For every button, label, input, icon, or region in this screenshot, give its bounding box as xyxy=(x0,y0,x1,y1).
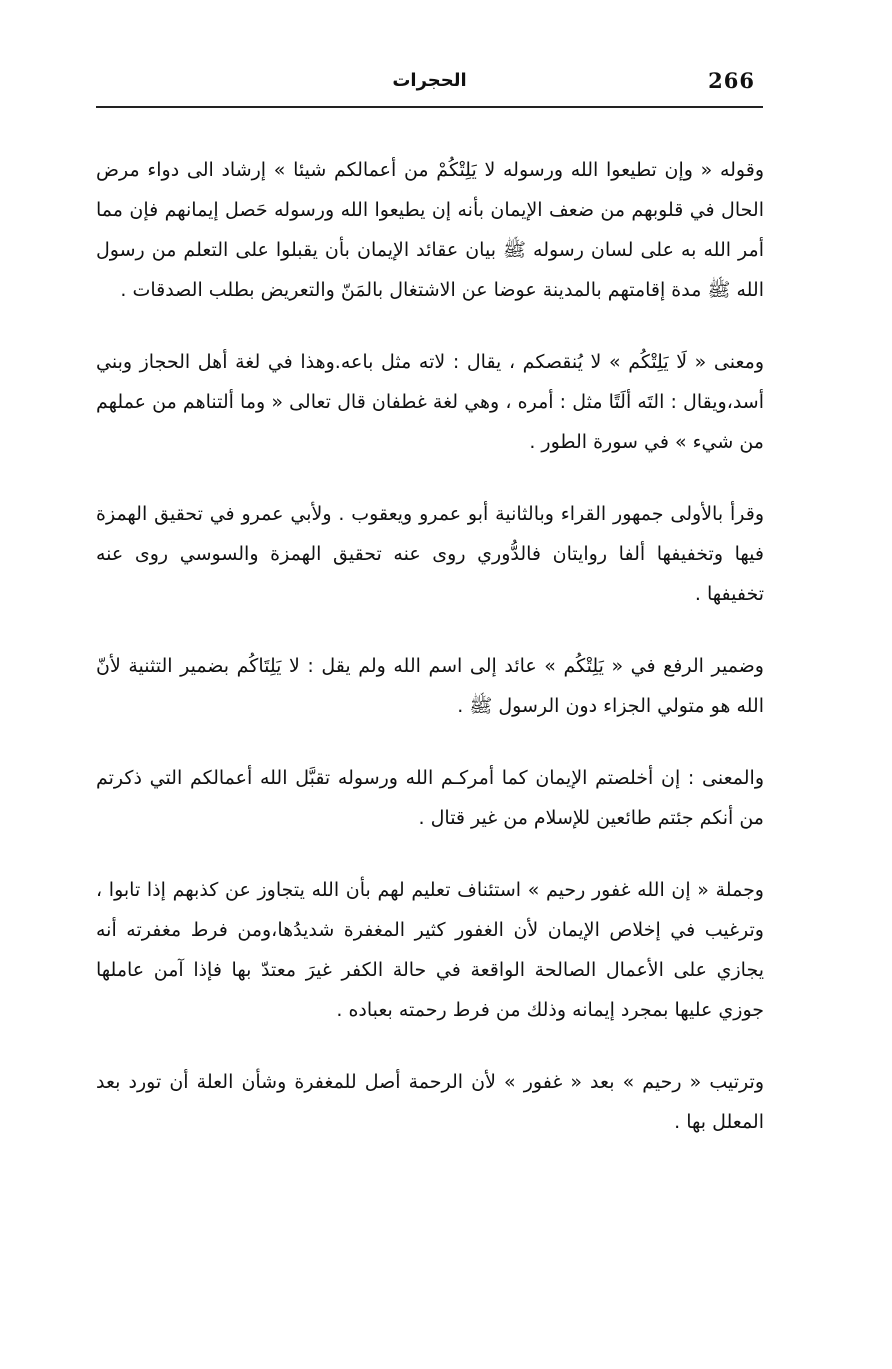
paragraph-1: وقوله « وإن تطيعوا الله ورسوله لا يَلِتْكُمْ من أعمالكم شيئا » إرشاد الى دواء مرض الحال في قلوبهم من ضعف الإيمان بأنه إن يطيعوا الله ورسوله حَصل إيمانهم فإن مما أمر الله به على لسان رسوله ﷺ بيان عقائد الإيمان بأن يقبلوا على التعلم من رسول الله ﷺ مدة إقامتهم بالمدينة عوضا عن الاشتغال بالمَنّ والتعريض بطلب الصدقات . xyxy=(96,159,764,301)
paragraph-3: وقرأ بالأولى جمهور القراء وبالثانية أبو عمرو ويعقوب . ولأبي عمرو في تحقيق الهمزة فيها وتخفيفها ألفا روايتان فالدُّوري روى عنه تحقيق الهمزة والسوسي روى عنه تخفيفها . xyxy=(96,503,764,605)
paragraph-2: ومعنى « لَا يَلِتْكُم » لا يُنقصكم ، يقال : لاته مثل باعه.وهذا في لغة أهل الحجاز وبني أسد،ويقال : التَه ألَتًا مثل : أمره ، وهي لغة غطفان قال تعالى « وما ألتناهم من عملهم من شيء » في سورة الطور . xyxy=(96,351,764,453)
page-number: 266 xyxy=(708,68,755,93)
page-header xyxy=(96,64,763,108)
running-title: الحجرات xyxy=(392,70,467,91)
paragraph-6: وجملة « إن الله غفور رحيم » استئناف تعليم لهم بأن الله يتجاوز عن كذبهم إذا تابوا ، وترغيب في إخلاص الإيمان لأن الغفور كثير المغفرة شديدُها،ومن فرط مغفرته أنه يجازي على الأعمال الصالحة الواقعة في حالة الكفر غيرَ معتدّ بها فإذا آمن عاملها جوزي عليها بمجرد إيمانه وذلك من فرط رحمته بعباده . xyxy=(96,879,764,1021)
paragraph-4: وضمير الرفع في « يَلِتْكُم » عائد إلى اسم الله ولم يقل : لا يَلِتَاكُم بضمير التثنية لأنّ الله هو متولي الجزاء دون الرسول ﷺ . xyxy=(96,655,764,717)
page-body xyxy=(96,150,764,1174)
paragraph-5: والمعنى : إن أخلصتم الإيمان كما أمركـم الله ورسوله تقبَّل الله أعمالكم التي ذكرتم من أنكم جئتم طائعين للإسلام من غير قتال . xyxy=(96,767,764,829)
header-rule xyxy=(96,106,763,108)
paragraph-7: وترتيب « رحيم » بعد « غفور » لأن الرحمة أصل للمغفرة وشأن العلة أن تورد بعد المعلل بها . xyxy=(96,1071,764,1133)
